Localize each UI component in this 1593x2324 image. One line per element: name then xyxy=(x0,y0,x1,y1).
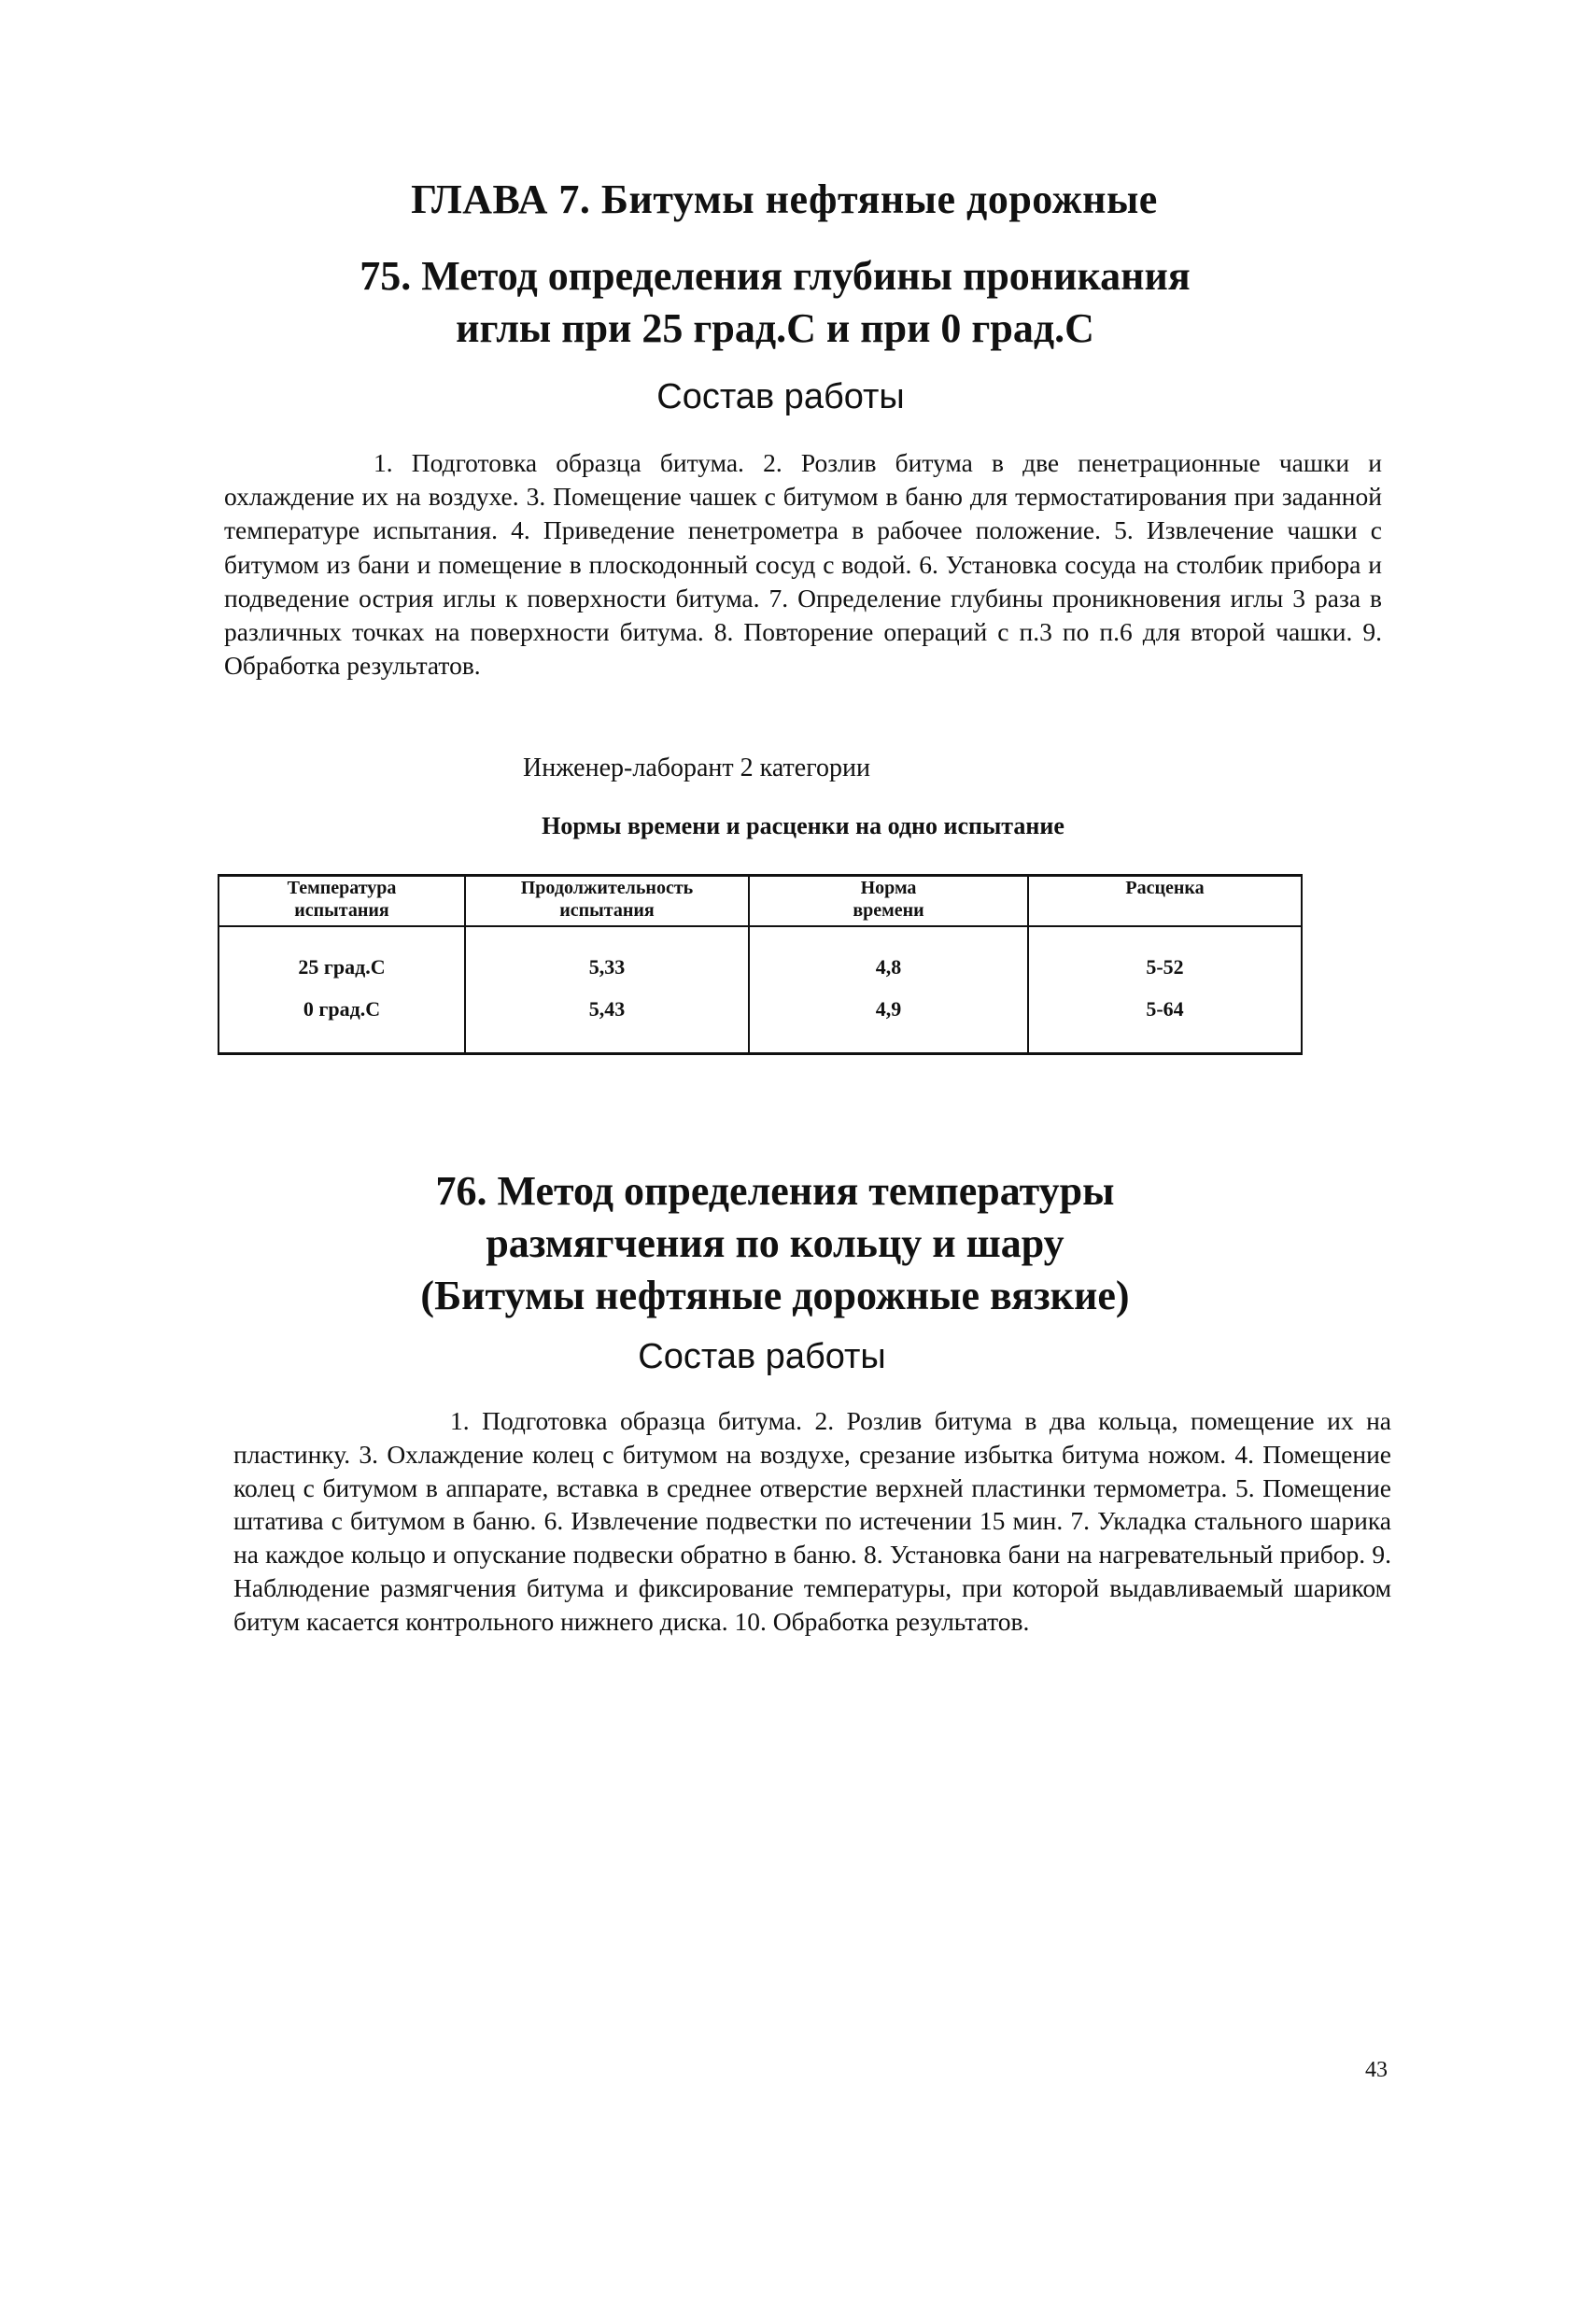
header-rate xyxy=(1028,876,1302,927)
header-duration xyxy=(465,876,749,927)
header-time-norm-line-2: времени xyxy=(853,900,924,921)
section-75-work-description: 1. Подготовка образца битума. 2. Розлив битума в две пенетрационные чашки и охлаждение их на воздухе. 3. Помещение чашек с битумом в баню для термостатирования при заданной температуре испытания. 4. Приведение пенетрометра в рабочее положение. 5. Извлечение чашки с битумом из бани и помещение в плоскодонный сосуд с водой. 6. Установка сосуда на столбик прибора и подведение острия иглы к поверхности битума. 7. Определение глубины проникновения иглы 3 раза в различных точках на поверхности битума. 8. Повторение операций с п.3 по п.6 для второй чашки. 9. Обработка результатов. xyxy=(224,448,1382,681)
header-duration-line-2: испытания xyxy=(559,900,655,921)
cell-duration: 5,43 xyxy=(465,992,749,1054)
section-76-work-description: 1. Подготовка образца битума. 2. Розлив битума в два кольца, помещение их на пластинку. 3. Охлаждение колец с битумом на воздухе, срезание избытка битума ножом. 4. Помещение колец с битумом в аппарате, вставка в среднее отверстие верхней пластинки термометра. 5. Помещение штатива с битумом в баню. 6. Извлечение подвестки по истечении 15 мин. 7. Укладка стального шарика на каждое кольцо и опускание подвески обратно в баню. 8. Установка бани на нагревательный прибор. 9. Наблюдение размягчения битума и фиксирование температуры, при которой выдавливаемый шариком битум касается контрольного нижнего диска. 10. Обработка результатов. xyxy=(233,1406,1391,1636)
table-row xyxy=(219,992,1302,1054)
section-75-subtitle: Состав работы xyxy=(656,377,905,416)
chapter-title: ГЛАВА 7. Битумы нефтяные дорожные xyxy=(411,176,1158,222)
cell-temperature: 0 град.С xyxy=(219,992,465,1054)
section-76-title-line-2: размягчения по кольцу и шару xyxy=(486,1220,1064,1266)
section-76-title-line-3: (Битумы нефтяные дорожные вязкие) xyxy=(420,1273,1130,1318)
norms-table-title: Нормы времени и расценки на одно испытание xyxy=(542,812,1064,839)
cell-duration: 5,33 xyxy=(465,926,749,992)
header-duration-line-1: Продолжительность xyxy=(520,878,694,898)
section-75-title-line-2: иглы при 25 град.С и при 0 град.С xyxy=(456,305,1094,351)
table-row xyxy=(219,926,1302,992)
header-time-norm xyxy=(749,876,1028,927)
section-76-subtitle: Состав работы xyxy=(638,1337,886,1376)
norms-table-header-row xyxy=(219,876,1302,927)
cell-time-norm: 4,8 xyxy=(749,926,1028,992)
header-temperature xyxy=(219,876,465,927)
cell-time-norm: 4,9 xyxy=(749,992,1028,1054)
header-temperature-line-2: испытания xyxy=(294,900,389,921)
cell-temperature: 25 град.С xyxy=(219,926,465,992)
page-number: 43 xyxy=(1365,2058,1388,2082)
header-rate-line-1: Расценка xyxy=(1125,878,1205,898)
norms-table xyxy=(218,874,1303,1055)
header-temperature-line-1: Температура xyxy=(287,878,397,898)
section-76-title xyxy=(215,1165,1335,1322)
worker-category: Инженер-лаборант 2 категории xyxy=(523,754,870,782)
section-75-title xyxy=(215,250,1335,355)
header-time-norm-line-1: Норма xyxy=(860,878,917,898)
section-76-title-line-1: 76. Метод определения температуры xyxy=(435,1168,1115,1214)
section-75-title-line-1: 75. Метод определения глубины проникания xyxy=(359,253,1191,299)
cell-rate: 5-64 xyxy=(1028,992,1302,1054)
cell-rate: 5-52 xyxy=(1028,926,1302,992)
